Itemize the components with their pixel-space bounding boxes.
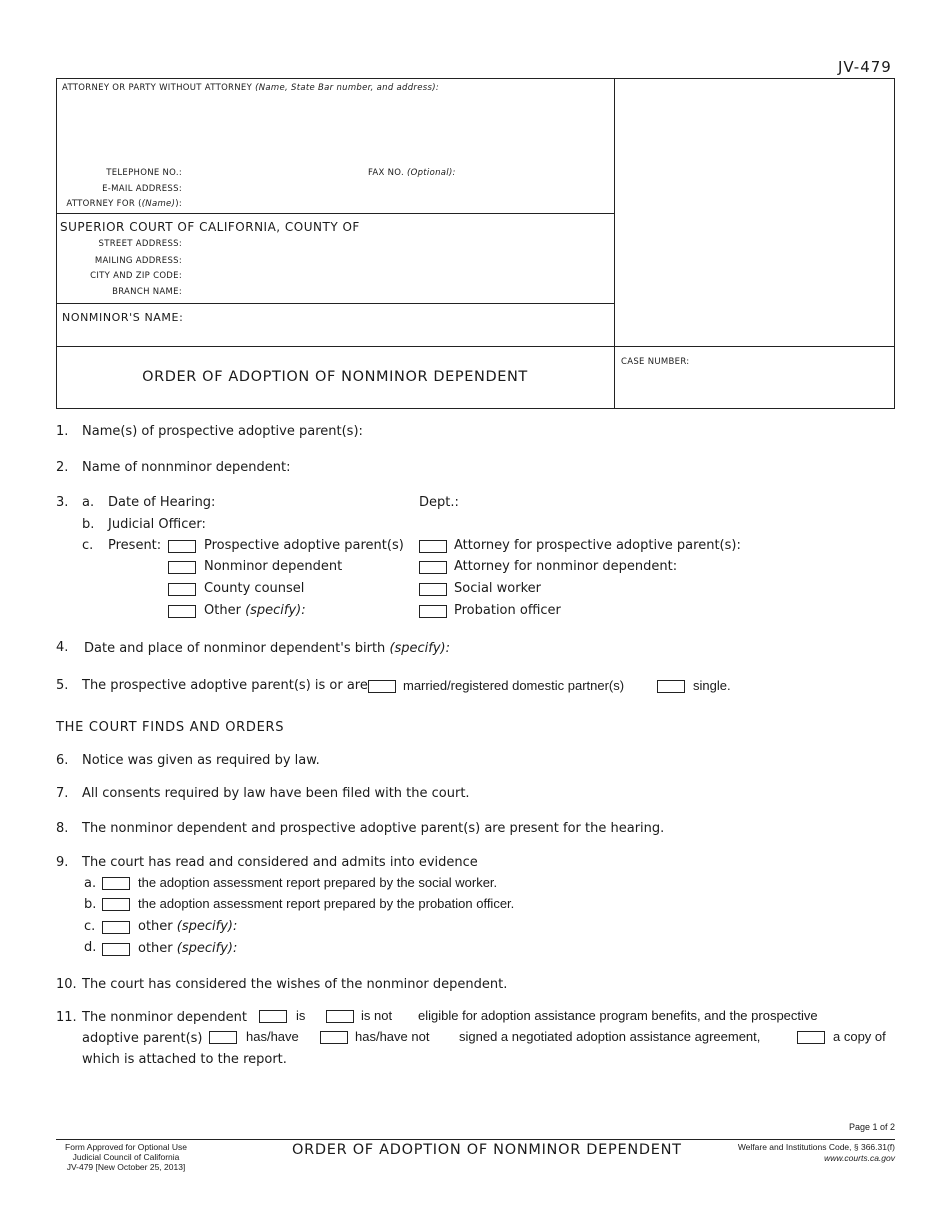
court-label: SUPERIOR COURT OF CALIFORNIA, COUNTY OF — [60, 220, 360, 234]
checkbox-social-worker[interactable] — [419, 583, 447, 596]
checkbox-9d[interactable] — [102, 943, 130, 956]
city-label: CITY AND ZIP CODE: — [90, 271, 182, 281]
item-5-text: The prospective adoptive parent(s) is or are — [82, 678, 368, 693]
checkbox-probation-officer[interactable] — [419, 605, 447, 618]
case-number-label: CASE NUMBER: — [621, 357, 690, 367]
checkbox-nonminor-dependent[interactable] — [168, 561, 196, 574]
footer-rule — [56, 1139, 895, 1140]
item-7-text: All consents required by law have been filed with the court. — [82, 786, 470, 801]
courts-link[interactable]: www.courts.ca.gov — [824, 1153, 895, 1163]
checkbox-attorney-nonminor[interactable] — [419, 561, 447, 574]
mailing-label: MAILING ADDRESS: — [94, 256, 182, 266]
fax-label: FAX NO. (Optional): — [368, 168, 456, 178]
checkbox-11-has-not[interactable] — [320, 1031, 348, 1044]
checkbox-9c[interactable] — [102, 921, 130, 934]
footer-left: Form Approved for Optional Use Judicial Council of California JV-479 [New October 25, 2013] — [65, 1142, 187, 1172]
item-8-text: The nonminor dependent and prospective adoptive parent(s) are present for the hearing. — [82, 821, 665, 836]
item-4-text: Date and place of nonminor dependent's birth (specify): — [84, 641, 451, 656]
checkbox-attorney-parents[interactable] — [419, 540, 447, 553]
checkbox-other[interactable] — [168, 605, 196, 618]
present-label: Present: — [108, 538, 162, 553]
item-10-number: 10. — [56, 977, 77, 992]
form-id: JV-479 — [838, 58, 892, 76]
item-2-number: 2. — [56, 460, 69, 475]
nonminor-name-label: NONMINOR'S NAME: — [62, 311, 184, 324]
item-1-text: Name(s) of prospective adoptive parent(s): — [82, 424, 363, 439]
item-3-number: 3. — [56, 495, 69, 510]
street-label: STREET ADDRESS: — [98, 239, 182, 249]
checkbox-11-is[interactable] — [259, 1010, 287, 1023]
item-10-text: The court has considered the wishes of the nonminor dependent. — [82, 977, 508, 992]
date-of-hearing-label: Date of Hearing: — [108, 495, 216, 510]
branch-label: BRANCH NAME: — [112, 287, 182, 297]
checkbox-9a[interactable] — [102, 877, 130, 890]
item-6-text: Notice was given as required by law. — [82, 753, 320, 768]
checkbox-county-counsel[interactable] — [168, 583, 196, 596]
item-4-number: 4. — [56, 640, 69, 655]
item-11-number: 11. — [56, 1010, 77, 1025]
item-1-number: 1. — [56, 424, 69, 439]
checkbox-11-copy[interactable] — [797, 1031, 825, 1044]
telephone-label: TELEPHONE NO.: — [106, 168, 182, 178]
attorney-for-label: ATTORNEY FOR ((Name)): — [66, 199, 182, 209]
checkbox-prospective-parents[interactable] — [168, 540, 196, 553]
item-5-number: 5. — [56, 678, 69, 693]
checkbox-11-has[interactable] — [209, 1031, 237, 1044]
footer-title: ORDER OF ADOPTION OF NONMINOR DEPENDENT — [292, 1142, 682, 1158]
checkbox-9b[interactable] — [102, 898, 130, 911]
item-6-number: 6. — [56, 753, 69, 768]
item-9-number: 9. — [56, 855, 69, 870]
judicial-officer-label: Judicial Officer: — [108, 517, 206, 532]
item-7-number: 7. — [56, 786, 69, 801]
item-2-text: Name of nonnminor dependent: — [82, 460, 291, 475]
item-8-number: 8. — [56, 821, 69, 836]
page-number: Page 1 of 2 — [848, 1122, 895, 1132]
item-9-text: The court has read and considered and admits into evidence — [82, 855, 478, 870]
section-heading: THE COURT FINDS AND ORDERS — [56, 720, 285, 735]
attorney-label: ATTORNEY OR PARTY WITHOUT ATTORNEY (Name, State Bar number, and address): — [62, 83, 439, 93]
checkbox-married[interactable] — [368, 680, 396, 693]
checkbox-single[interactable] — [657, 680, 685, 693]
form-title: ORDER OF ADOPTION OF NONMINOR DEPENDENT — [142, 369, 528, 385]
email-label: E-MAIL ADDRESS: — [102, 184, 182, 194]
footer-right: Welfare and Institutions Code, § 366.31(f) www.courts.ca.gov — [737, 1142, 895, 1163]
dept-label: Dept.: — [419, 495, 459, 510]
checkbox-11-is-not[interactable] — [326, 1010, 354, 1023]
